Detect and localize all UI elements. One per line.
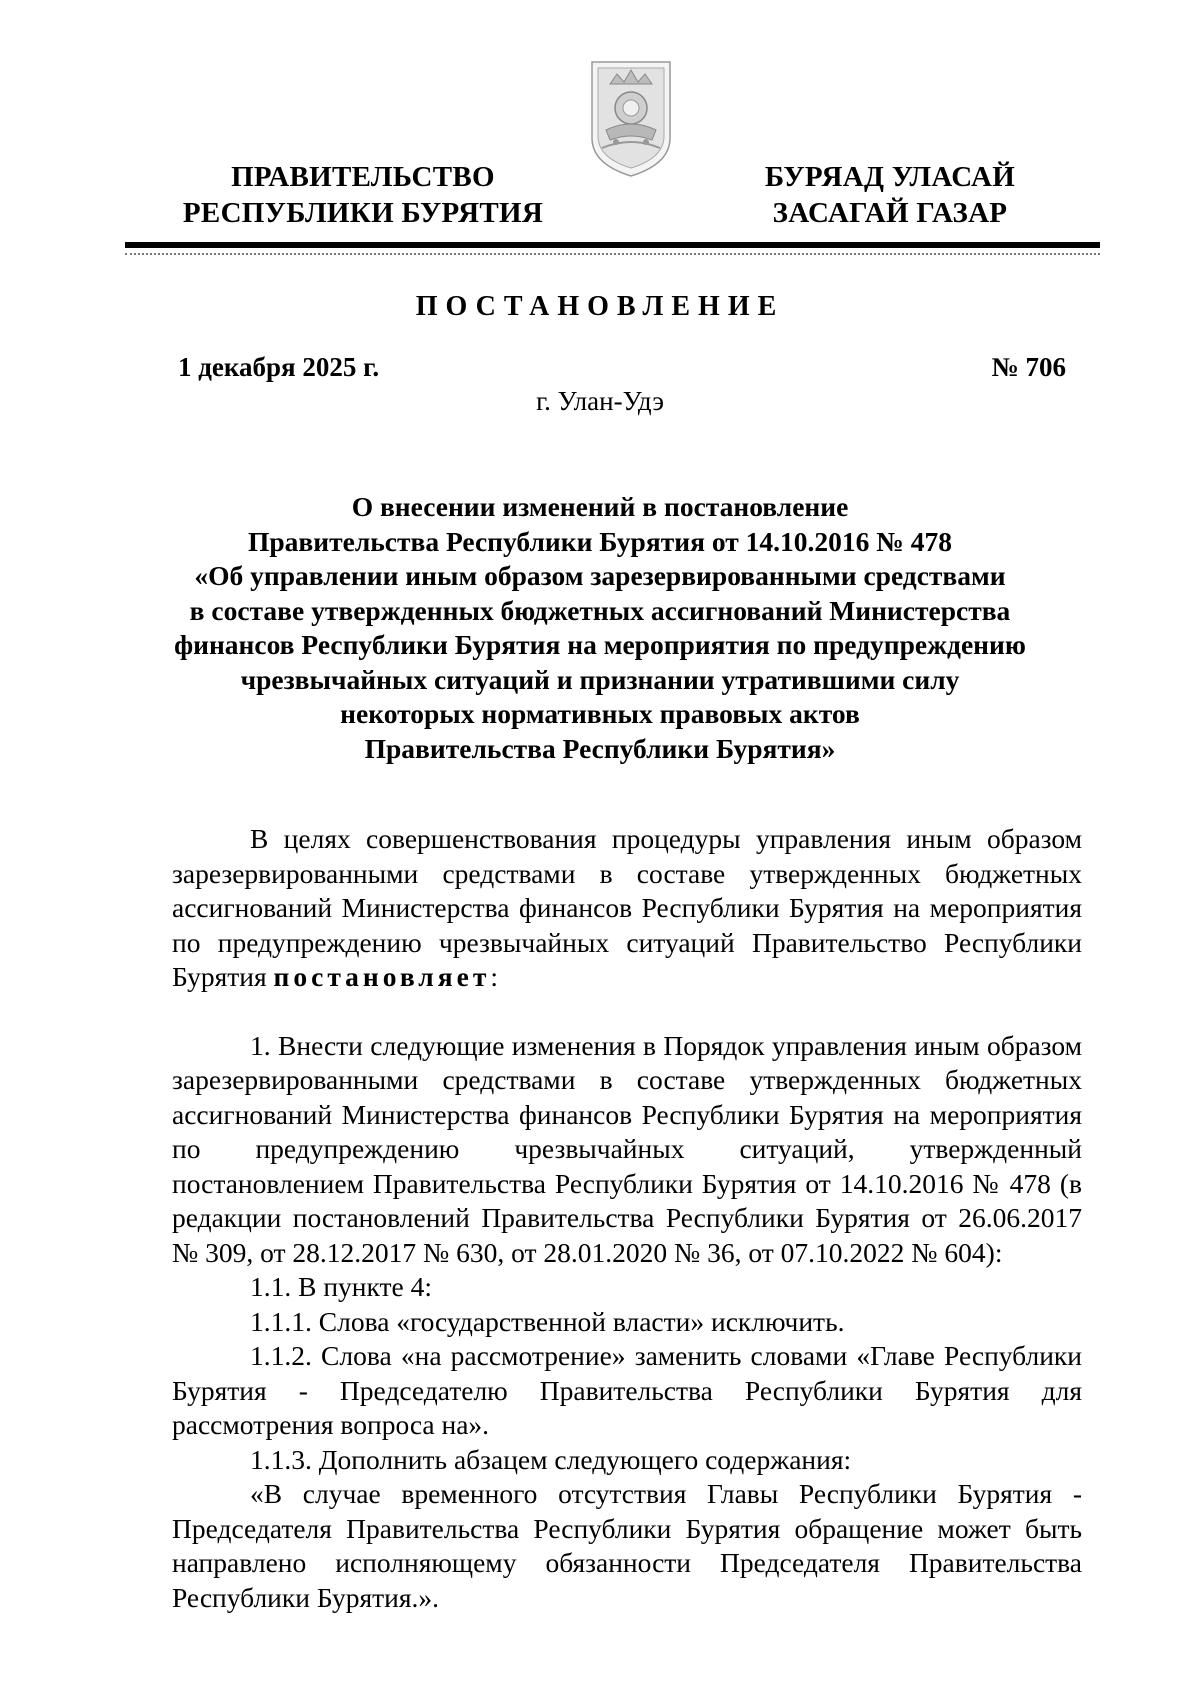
clause-1-1-2: 1.1.2. Слова «на рассмотрение» заменить словами «Главе Республики Бурятия - Председателю Правительства Республики Бурятия для рассмотрения вопроса на». [172,1340,1082,1440]
subject-line: некоторых нормативных правовых актов [340,698,860,729]
clause-1: 1. Внести следующие изменения в Порядок управления иным образом зарезервированными средствами в составе утвержденных бюджетных ассигнований Министерства финансов Республики Бурятия на мероприятия по предупреждению чрезвычайных ситуаций, утвержденный постановлением Правительства Республики Бурятия от 14.10.2016 № 478 (в редакции постановлений Правительства Республики Бурятия от 26.06.2017 № 309, от 28.12.2017 № 630, от 28.01.2020 № 36, от 07.10.2022 № 604): [172,1029,1082,1268]
clause-quote: «В случае временного отсутствия Главы Республики Бурятия - Председателя Правительства Республики Бурятия обращение может быть направлено исполняющему обязанности Председателя Правительства Республики Бурятия.». [172,1478,1082,1613]
preamble-paragraph [172,822,1082,995]
clause-1-1: 1.1. В пункте 4: [250,1271,433,1302]
issuer-ru-line1: ПРАВИТЕЛЬСТВО [231,161,495,193]
issuer-bua [720,159,1060,231]
subject-line: Правительства Республики Бурятия от 14.10.2016 № 478 [247,525,952,557]
subject-line: финансов Республики Бурятия на мероприятия по предупреждению [174,629,1026,660]
clause-1-1-1: 1.1.1. Слова «государственной власти» исключить. [250,1305,845,1337]
issuer-ru-line2: РЕСПУБЛИКИ БУРЯТИЯ [182,197,544,229]
decree-word: постановляет [273,961,491,992]
subject-line: чрезвычайных ситуаций и признании утратившими силу [240,663,960,695]
issuer-bua-line2: ЗАСАГАЙ ГАЗАР [772,197,1008,229]
decree-colon: : [490,961,498,992]
subject-line: «Об управлении иным образом зарезервированными средствами [194,560,1006,591]
paragraph-gap [172,995,1082,1029]
issuer-ru [168,159,558,231]
coat-of-arms-icon [586,56,676,180]
preamble-text: В целях совершенствования процедуры управления иным образом зарезервированными средствами в составе утвержденных бюджетных ассигнований Министерства финансов Республики Бурятия на мероприятия по предупреждению чрезвычайных ситуаций Правительство Республики Бурятия [172,823,1082,992]
subject-line: Правительства Республики Бурятия» [364,732,836,764]
document-date: 1 декабря 2025 г. [178,352,380,382]
document-number: № 706 [991,352,1066,382]
document-subject [150,490,1050,766]
subject-line: в составе утвержденных бюджетных ассигнований Министерства [189,594,1011,626]
clause-1-1-3: 1.1.3. Дополнить абзацем следующего содержания: [250,1443,852,1475]
issuer-bua-line1: БУРЯАД УЛАСАЙ [764,161,1016,193]
header-divider-dotted [125,253,1100,255]
header-divider [125,242,1100,248]
document-city: г. Улан-Удэ [536,386,664,416]
document-type: ПОСТАНОВЛЕНИЕ [415,291,785,322]
document-body [172,822,1082,1615]
subject-line: О внесении изменений в постановление [351,491,849,522]
